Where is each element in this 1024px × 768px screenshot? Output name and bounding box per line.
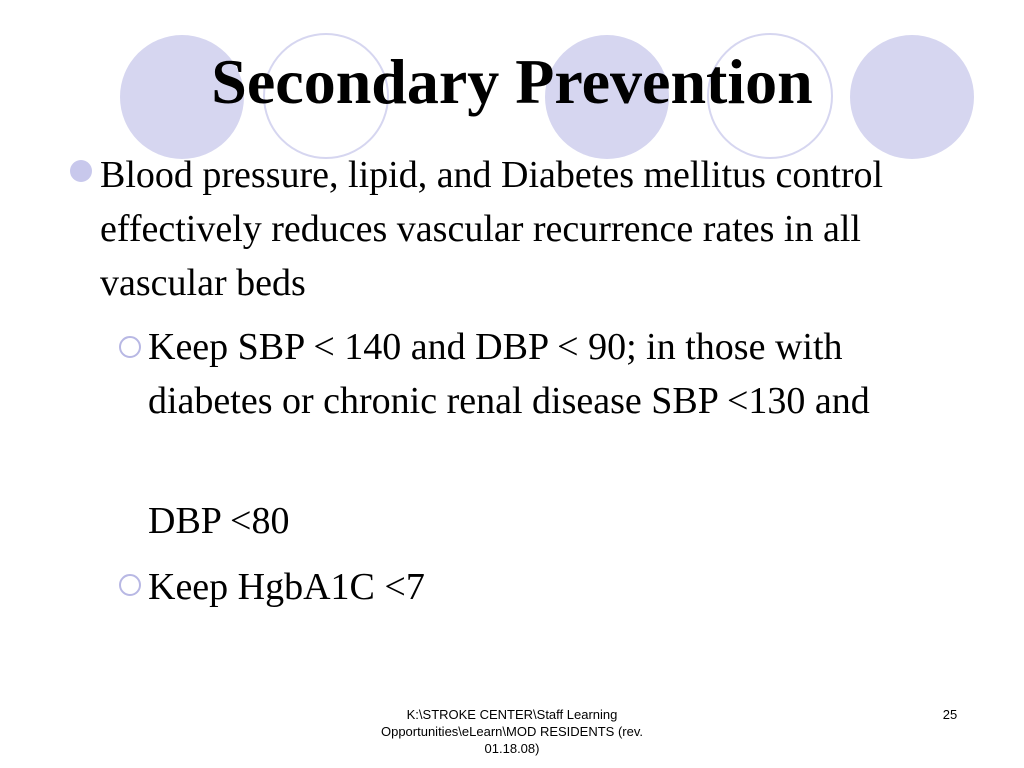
slide-footer: K:\STROKE CENTER\Staff Learning Opportunities\eLearn\MOD RESIDENTS (rev. 01.18.08)	[380, 707, 643, 756]
sub-bullet-item: Keep HgbA1C <7	[148, 566, 425, 608]
sub-bullet-circle-icon	[119, 574, 141, 596]
sub-bullet-continuation: DBP <80	[148, 500, 290, 542]
slide-title: Secondary Prevention	[211, 46, 813, 117]
page-number: 25	[942, 707, 958, 722]
sub-bullet-circle-icon	[119, 336, 141, 358]
sub-bullet-item: Keep SBP < 140 and DBP < 90; in those with diabetes or chronic renal disease SBP <130 and	[148, 326, 870, 422]
bullet-item: Blood pressure, lipid, and Diabetes mellitus control effectively reduces vascular recurrence rates in all vascular beds	[100, 154, 884, 304]
bullet-dot-icon	[70, 160, 92, 182]
